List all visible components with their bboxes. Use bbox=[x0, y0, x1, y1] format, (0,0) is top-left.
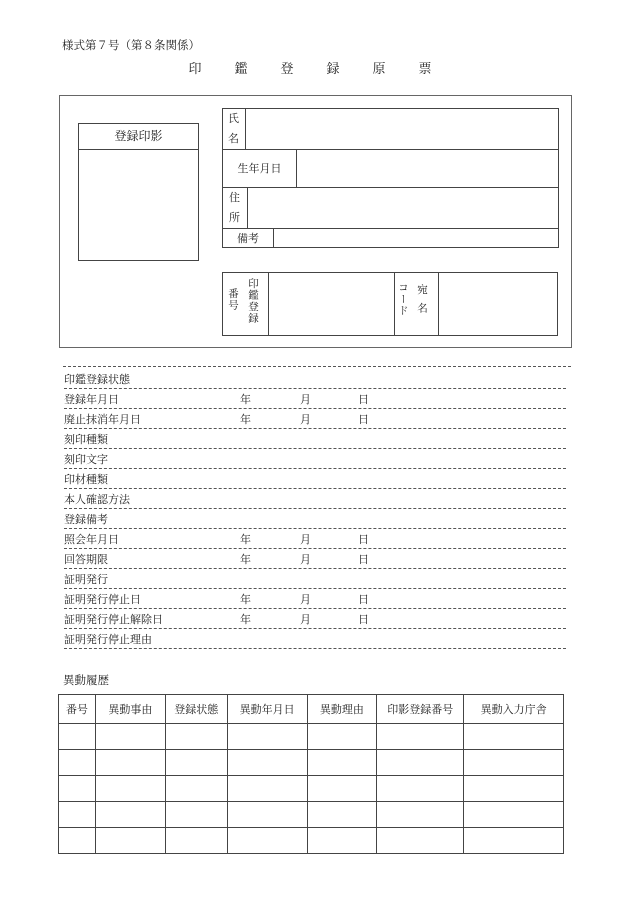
record-row[interactable] bbox=[64, 388, 566, 409]
record-label: 刻印文字 bbox=[64, 453, 108, 466]
history-cell[interactable] bbox=[307, 776, 377, 802]
address-label-2: 所 bbox=[229, 211, 240, 224]
record-label: 証明発行停止解除日 bbox=[64, 613, 163, 626]
date-unit-month: 月 bbox=[300, 593, 311, 606]
history-cell[interactable] bbox=[307, 802, 377, 828]
record-row[interactable] bbox=[64, 368, 566, 389]
history-cell[interactable] bbox=[165, 750, 227, 776]
record-label: 登録備考 bbox=[64, 513, 108, 526]
name-label-1: 氏 bbox=[228, 112, 239, 125]
history-row bbox=[59, 802, 564, 828]
history-cell[interactable] bbox=[59, 828, 96, 854]
history-cell[interactable] bbox=[227, 750, 307, 776]
number-label: 番号 bbox=[227, 288, 239, 311]
record-row[interactable] bbox=[64, 628, 566, 649]
record-row[interactable] bbox=[64, 428, 566, 449]
history-cell[interactable] bbox=[59, 776, 96, 802]
date-unit-year: 年 bbox=[240, 553, 251, 566]
history-cell[interactable] bbox=[59, 750, 96, 776]
addressee-code-field[interactable] bbox=[439, 273, 557, 335]
record-row[interactable] bbox=[64, 448, 566, 469]
history-cell[interactable] bbox=[307, 724, 377, 750]
name-field[interactable] bbox=[246, 110, 558, 148]
birth-date-field[interactable] bbox=[297, 150, 558, 187]
history-cell[interactable] bbox=[59, 724, 96, 750]
remarks-field[interactable] bbox=[274, 229, 558, 247]
history-cell[interactable] bbox=[464, 750, 564, 776]
history-row bbox=[59, 750, 564, 776]
date-unit-day: 日 bbox=[358, 533, 369, 546]
date-unit-month: 月 bbox=[300, 533, 311, 546]
record-row[interactable] bbox=[64, 608, 566, 629]
record-label: 刻印種類 bbox=[64, 433, 108, 446]
record-row[interactable] bbox=[64, 528, 566, 549]
history-cell[interactable] bbox=[227, 776, 307, 802]
record-label: 本人確認方法 bbox=[64, 493, 130, 506]
record-label: 証明発行 bbox=[64, 573, 108, 586]
history-cell[interactable] bbox=[165, 802, 227, 828]
history-cell[interactable] bbox=[307, 828, 377, 854]
record-label: 印鑑登録状態 bbox=[64, 373, 130, 386]
history-cell[interactable] bbox=[165, 776, 227, 802]
date-unit-month: 月 bbox=[300, 393, 311, 406]
history-cell[interactable] bbox=[377, 750, 464, 776]
history-cell[interactable] bbox=[464, 724, 564, 750]
name-label-2: 名 bbox=[228, 132, 239, 145]
date-unit-day: 日 bbox=[358, 613, 369, 626]
history-cell[interactable] bbox=[464, 828, 564, 854]
history-header-row bbox=[59, 695, 564, 724]
date-unit-year: 年 bbox=[240, 613, 251, 626]
record-row[interactable] bbox=[64, 508, 566, 529]
code-label: コード bbox=[397, 282, 409, 317]
history-column-header: 異動入力庁舎 bbox=[464, 695, 564, 724]
history-cell[interactable] bbox=[464, 802, 564, 828]
history-cell[interactable] bbox=[227, 802, 307, 828]
date-unit-month: 月 bbox=[300, 613, 311, 626]
record-row[interactable] bbox=[64, 488, 566, 509]
date-unit-day: 日 bbox=[358, 553, 369, 566]
record-label: 照会年月日 bbox=[64, 533, 119, 546]
history-column-header: 異動年月日 bbox=[227, 695, 307, 724]
address-label-1: 住 bbox=[229, 191, 240, 204]
record-row[interactable] bbox=[64, 548, 566, 569]
history-row bbox=[59, 776, 564, 802]
history-column-header: 異動事由 bbox=[95, 695, 165, 724]
record-label: 証明発行停止日 bbox=[64, 593, 141, 606]
history-cell[interactable] bbox=[377, 724, 464, 750]
history-cell[interactable] bbox=[377, 828, 464, 854]
date-unit-month: 月 bbox=[300, 553, 311, 566]
record-row[interactable] bbox=[64, 408, 566, 429]
document-title: 印 鑑 登 録 原 票 bbox=[188, 62, 442, 77]
seal-number-field[interactable] bbox=[270, 273, 394, 335]
record-label: 回答期限 bbox=[64, 553, 108, 566]
birth-label: 生年月日 bbox=[237, 162, 282, 175]
history-cell[interactable] bbox=[227, 828, 307, 854]
history-column-header: 登録状態 bbox=[165, 695, 227, 724]
date-unit-month: 月 bbox=[300, 413, 311, 426]
history-cell[interactable] bbox=[464, 776, 564, 802]
history-cell[interactable] bbox=[377, 802, 464, 828]
addressee-label: 宛名 bbox=[416, 284, 428, 321]
history-title: 異動履歴 bbox=[63, 673, 109, 687]
record-label: 印材種類 bbox=[64, 473, 108, 486]
date-unit-year: 年 bbox=[240, 393, 251, 406]
record-label: 証明発行停止理由 bbox=[64, 633, 152, 646]
seal-impression-label: 登録印影 bbox=[78, 123, 199, 150]
history-table bbox=[58, 694, 564, 854]
record-label: 廃止抹消年月日 bbox=[64, 413, 141, 426]
history-cell[interactable] bbox=[95, 802, 165, 828]
form-number: 様式第７号（第８条関係） bbox=[62, 38, 200, 52]
record-row[interactable] bbox=[64, 468, 566, 489]
history-column-header: 番号 bbox=[59, 695, 96, 724]
date-unit-day: 日 bbox=[358, 413, 369, 426]
history-cell[interactable] bbox=[227, 724, 307, 750]
history-cell[interactable] bbox=[377, 776, 464, 802]
history-cell[interactable] bbox=[165, 828, 227, 854]
history-cell[interactable] bbox=[95, 750, 165, 776]
seal-registration-label: 印鑑登録 bbox=[247, 278, 259, 324]
date-unit-year: 年 bbox=[240, 593, 251, 606]
date-unit-day: 日 bbox=[358, 593, 369, 606]
history-cell[interactable] bbox=[95, 776, 165, 802]
history-cell[interactable] bbox=[59, 802, 96, 828]
date-unit-year: 年 bbox=[240, 413, 251, 426]
date-unit-year: 年 bbox=[240, 533, 251, 546]
history-cell[interactable] bbox=[165, 724, 227, 750]
history-cell[interactable] bbox=[307, 750, 377, 776]
record-row[interactable] bbox=[64, 568, 566, 589]
history-row bbox=[59, 828, 564, 854]
remarks-label: 備考 bbox=[237, 232, 259, 245]
history-cell[interactable] bbox=[95, 828, 165, 854]
history-cell[interactable] bbox=[95, 724, 165, 750]
history-row bbox=[59, 724, 564, 750]
dashed-separator bbox=[63, 366, 571, 367]
address-field[interactable] bbox=[248, 188, 558, 228]
record-label: 登録年月日 bbox=[64, 393, 119, 406]
record-row[interactable] bbox=[64, 588, 566, 609]
history-column-header: 印影登録番号 bbox=[377, 695, 464, 724]
history-column-header: 異動理由 bbox=[307, 695, 377, 724]
date-unit-day: 日 bbox=[358, 393, 369, 406]
